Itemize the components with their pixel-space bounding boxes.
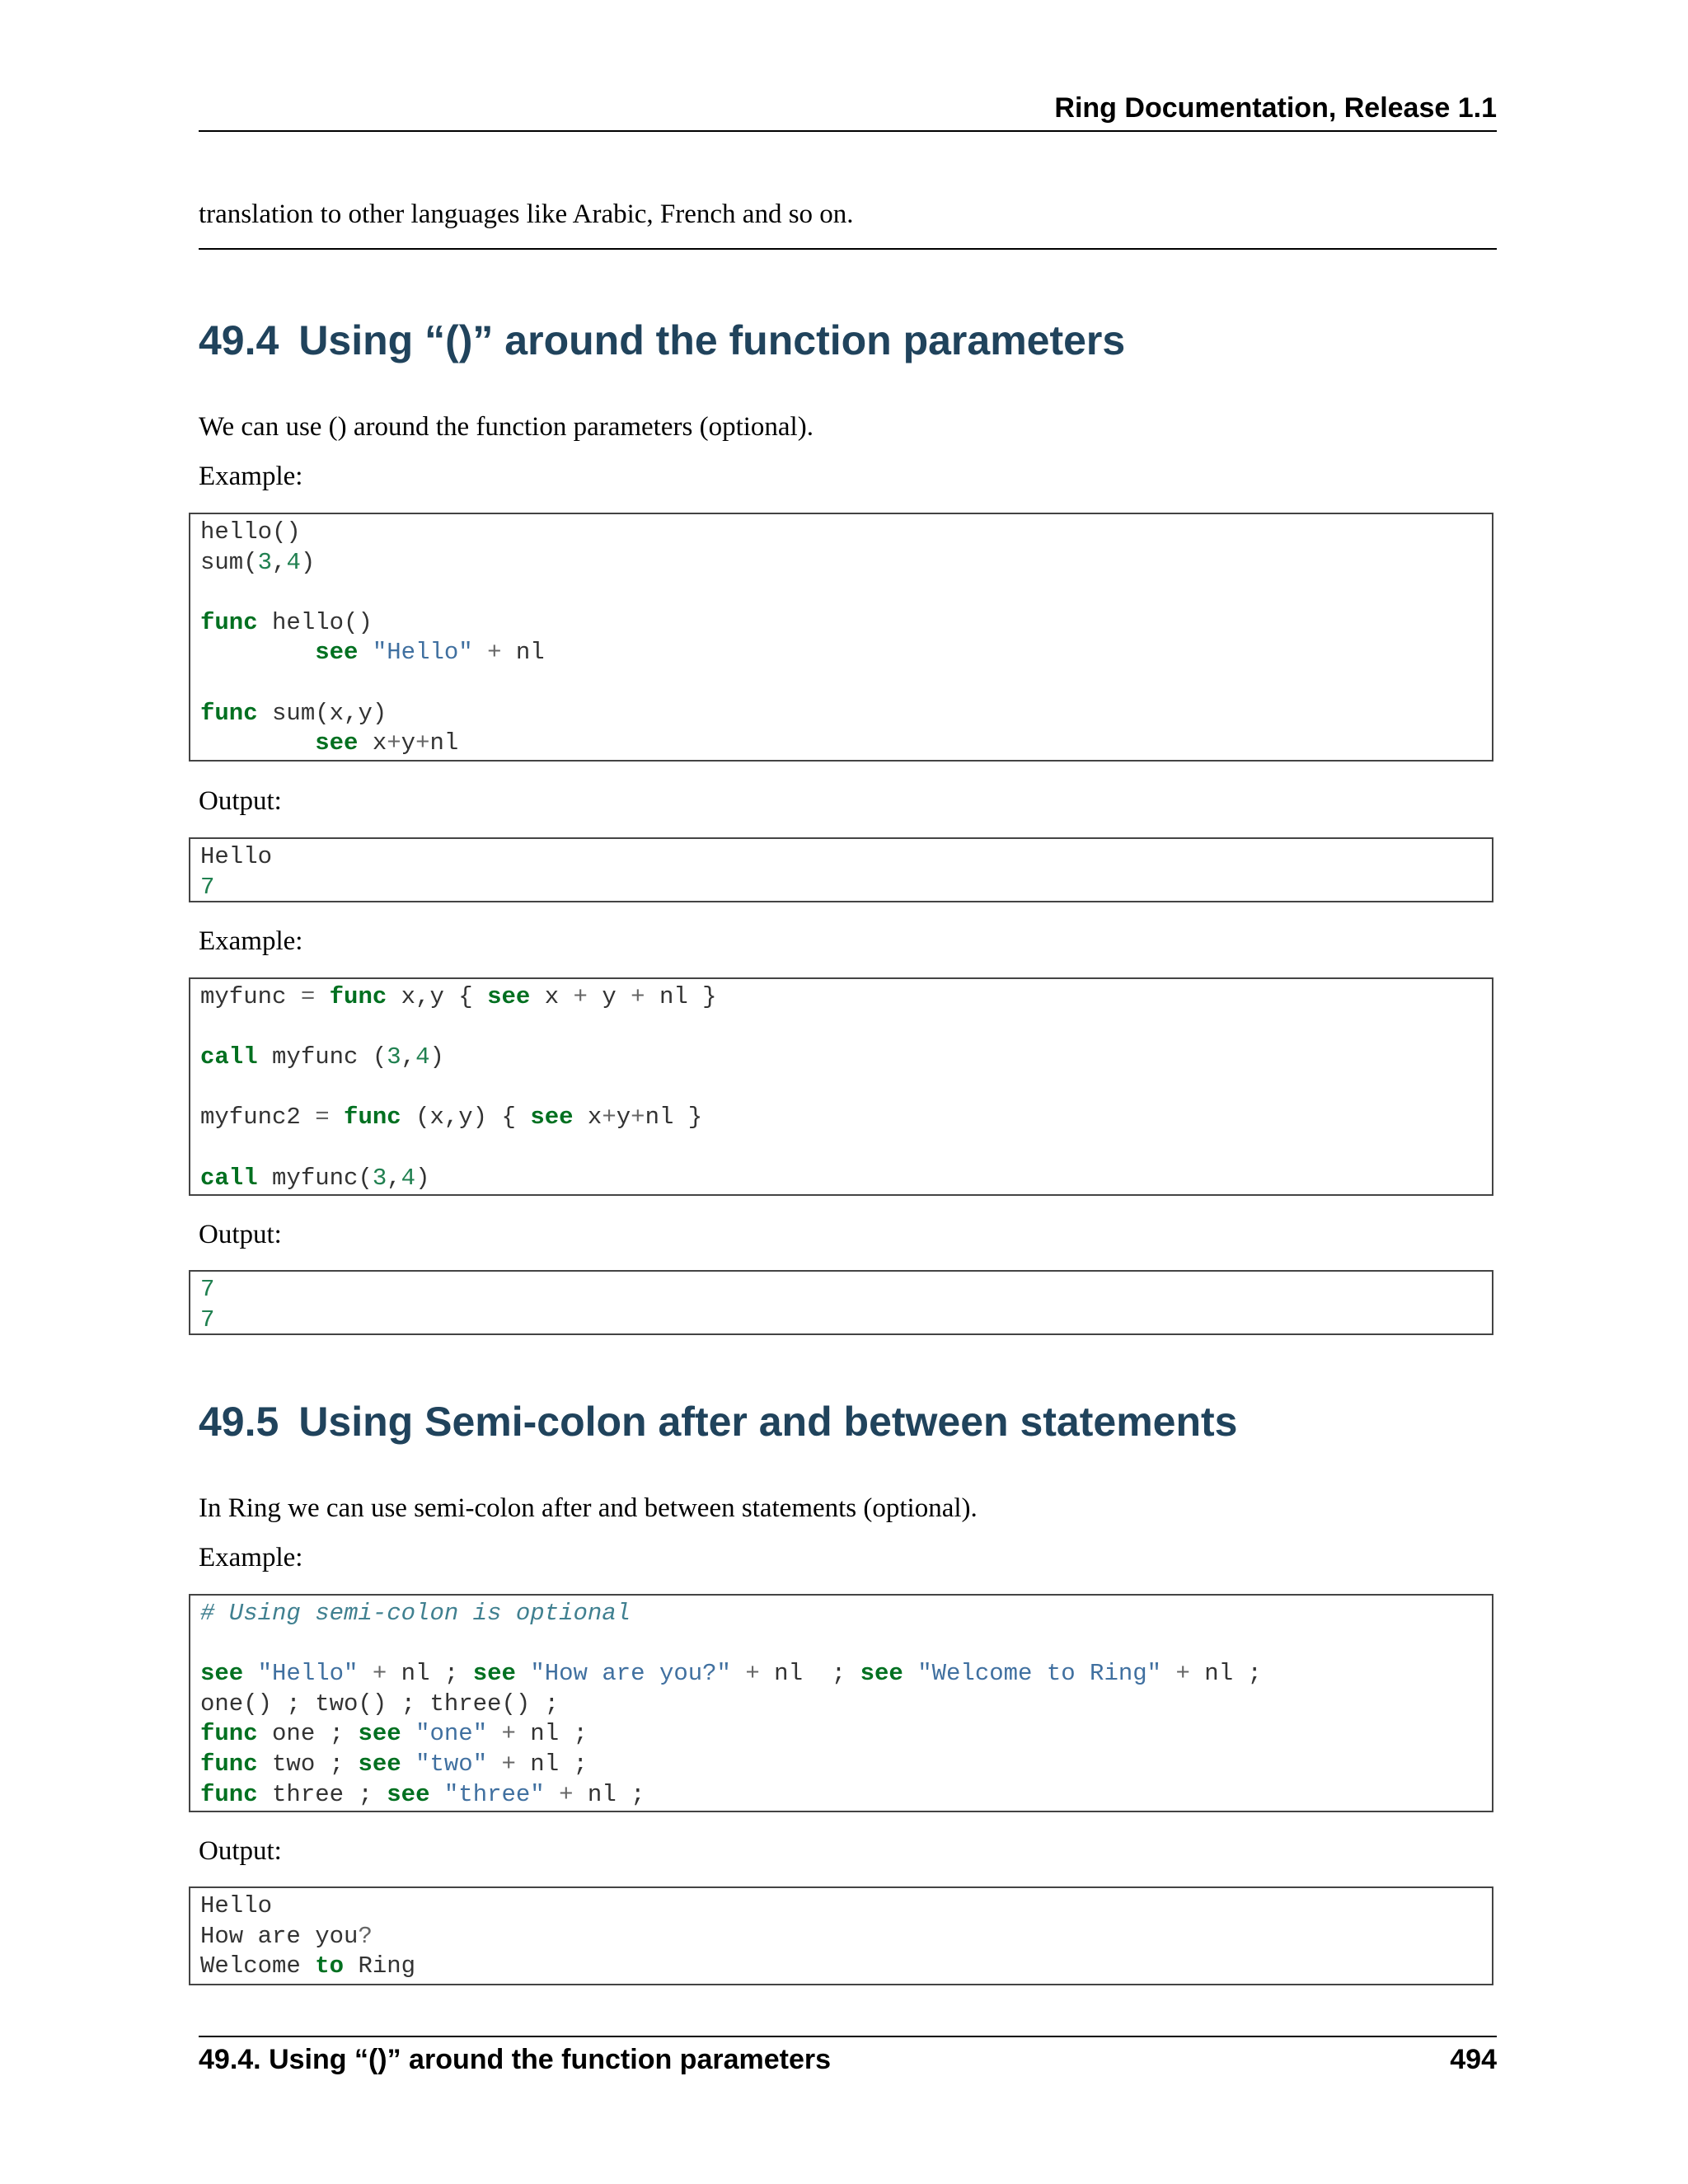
code-keyword: see — [487, 983, 531, 1010]
code-text: nl ; — [1189, 1660, 1262, 1688]
code-text — [358, 639, 372, 666]
code-line — [200, 1103, 1492, 1133]
code-keyword: see — [200, 1660, 244, 1688]
code-line — [200, 548, 1492, 579]
code-keyword: func — [200, 608, 258, 636]
code-text — [330, 1104, 344, 1131]
code-text: ) — [300, 548, 316, 576]
code-text — [401, 1720, 415, 1747]
code-text: Ring — [344, 1952, 416, 1980]
transition-rule — [199, 248, 1497, 250]
code-operator: + — [501, 1720, 516, 1748]
code-text — [903, 1660, 917, 1687]
code-line — [200, 1952, 1492, 1982]
code-string: "one" — [415, 1720, 488, 1748]
code-text — [200, 639, 315, 666]
section-title: Using “()” around the function parameters — [298, 317, 1126, 363]
example-label: Example: — [199, 926, 303, 956]
code-keyword: see — [472, 1660, 516, 1688]
code-line — [200, 1891, 1492, 1922]
code-text: Hello — [200, 843, 273, 870]
code-operator: ? — [358, 1922, 373, 1950]
code-number: 3 — [257, 548, 273, 576]
code-text: nl — [429, 729, 459, 757]
section-49-5-heading — [199, 1398, 1237, 1446]
code-keyword: see — [358, 1720, 401, 1748]
code-text — [243, 1660, 257, 1687]
code-text: one() ; two() ; three() ; — [200, 1690, 560, 1718]
code-line — [200, 638, 1492, 668]
code-operator: = — [300, 983, 316, 1010]
code-text: Welcome — [200, 1952, 316, 1980]
code-line — [200, 1599, 1492, 1629]
output-label: Output: — [199, 1836, 282, 1866]
code-text: hello() — [257, 608, 373, 636]
code-block-output-2 — [189, 1270, 1493, 1335]
page-header — [199, 92, 1497, 132]
code-keyword: func — [200, 1780, 258, 1808]
code-operator: + — [559, 1780, 574, 1808]
code-text: (x,y) { — [401, 1104, 531, 1132]
code-keyword: see — [358, 1750, 401, 1778]
intro-text: translation to other languages like Arabic, French and so on. — [199, 199, 854, 229]
code-keyword: to — [315, 1952, 345, 1980]
code-text — [315, 983, 329, 1010]
code-text: sum( — [200, 548, 258, 576]
code-number: 3 — [387, 1043, 401, 1071]
code-text: , — [401, 1043, 416, 1071]
code-operator: + — [631, 983, 645, 1010]
code-string: "Hello" — [372, 639, 473, 667]
code-text: ) — [429, 1043, 444, 1071]
code-text: nl — [501, 639, 545, 667]
example-label: Example: — [199, 462, 303, 491]
code-text: sum(x,y) — [257, 699, 387, 727]
code-string: "two" — [415, 1750, 488, 1778]
code-text: nl ; — [515, 1720, 588, 1748]
code-number: 7 — [200, 1305, 215, 1333]
code-number: 7 — [200, 873, 215, 901]
code-operator: + — [1175, 1660, 1190, 1688]
code-line — [200, 1275, 1492, 1305]
code-block-example-1 — [189, 513, 1493, 762]
code-keyword: see — [315, 639, 359, 667]
code-comment: # Using semi-colon is optional — [200, 1600, 631, 1627]
code-operator: + — [631, 1104, 645, 1132]
code-text: nl ; — [515, 1750, 588, 1778]
code-operator: + — [387, 729, 401, 757]
code-line — [200, 578, 1492, 608]
code-line — [200, 1750, 1492, 1780]
code-line — [200, 1013, 1492, 1043]
code-keyword: func — [200, 1750, 258, 1778]
code-keyword: func — [344, 1104, 401, 1132]
section-49-4-description: We can use () around the function parameters (optional). — [199, 412, 814, 442]
code-keyword: see — [530, 1104, 574, 1132]
code-keyword: func — [200, 699, 258, 727]
code-keyword: see — [860, 1660, 903, 1688]
code-text: myfunc( — [257, 1164, 373, 1192]
code-line — [200, 699, 1492, 729]
code-line — [200, 842, 1492, 873]
code-text: nl ; — [387, 1660, 473, 1688]
code-text — [731, 1660, 745, 1687]
code-operator: + — [745, 1660, 760, 1688]
code-keyword: call — [200, 1043, 258, 1071]
code-text: y — [616, 1104, 631, 1132]
code-text — [358, 1660, 372, 1687]
code-text — [516, 1660, 530, 1687]
section-49-5-description: In Ring we can use semi-colon after and between statements (optional). — [199, 1493, 978, 1523]
code-number: 4 — [401, 1164, 416, 1192]
section-title: Using Semi-colon after and between statements — [298, 1399, 1238, 1445]
footer-page-number: 494 — [1450, 2044, 1497, 2075]
code-string: "Hello" — [257, 1660, 359, 1688]
code-line — [200, 873, 1492, 902]
code-number: 4 — [415, 1043, 430, 1071]
code-text: nl } — [645, 983, 717, 1010]
output-label: Output: — [199, 1220, 282, 1249]
footer-rule — [199, 2036, 1497, 2037]
code-text: myfunc2 — [200, 1104, 316, 1132]
code-keyword: func — [200, 1720, 258, 1748]
code-block-output-1 — [189, 837, 1493, 902]
code-text: myfunc ( — [257, 1043, 387, 1071]
code-keyword: call — [200, 1164, 258, 1192]
section-number: 49.4 — [199, 317, 279, 363]
code-text — [1161, 1660, 1175, 1687]
code-text: three ; — [257, 1780, 387, 1808]
code-operator: + — [415, 729, 430, 757]
code-line — [200, 1922, 1492, 1952]
section-49-4-heading — [199, 316, 1125, 364]
code-text — [545, 1781, 559, 1808]
code-string: "three" — [443, 1780, 545, 1808]
code-number: 4 — [286, 548, 301, 576]
code-line — [200, 1780, 1492, 1811]
code-line — [200, 1690, 1492, 1720]
code-line — [200, 1629, 1492, 1660]
code-line — [200, 982, 1492, 1013]
code-line — [200, 668, 1492, 699]
code-text: Hello — [200, 1892, 273, 1919]
code-block-example-2 — [189, 977, 1493, 1196]
code-operator: + — [573, 983, 588, 1010]
code-number: 3 — [372, 1164, 387, 1192]
code-text — [487, 1720, 501, 1747]
code-line — [200, 608, 1492, 639]
code-string: "How are you?" — [530, 1660, 731, 1688]
code-text — [200, 729, 315, 757]
code-line — [200, 1164, 1492, 1194]
code-text: nl ; — [759, 1660, 860, 1688]
code-operator: + — [501, 1750, 516, 1778]
code-text: nl ; — [573, 1780, 645, 1808]
code-text: hello() — [200, 518, 301, 546]
code-operator: + — [372, 1660, 387, 1688]
code-text: x,y { — [387, 983, 488, 1010]
code-text: x — [358, 729, 387, 757]
code-keyword: see — [387, 1780, 430, 1808]
code-text: , — [272, 548, 287, 576]
code-text: y — [587, 983, 631, 1010]
code-line — [200, 1043, 1492, 1073]
code-text: one ; — [257, 1720, 359, 1748]
section-number: 49.5 — [199, 1399, 279, 1445]
header-title: Ring Documentation, Release 1.1 — [1054, 92, 1497, 124]
code-line — [200, 1133, 1492, 1164]
code-block-example-3 — [189, 1594, 1493, 1812]
code-text: ) — [415, 1164, 430, 1192]
code-text: , — [387, 1164, 401, 1192]
code-line — [200, 729, 1492, 759]
code-text: two ; — [257, 1750, 359, 1778]
code-line — [200, 518, 1492, 548]
code-text: y — [401, 729, 416, 757]
code-text — [401, 1750, 415, 1778]
code-keyword: see — [315, 729, 359, 757]
code-line — [200, 1305, 1492, 1335]
example-label: Example: — [199, 1543, 303, 1572]
code-number: 7 — [200, 1276, 215, 1303]
code-text: myfunc — [200, 983, 301, 1010]
code-text: x — [530, 983, 574, 1010]
code-text — [473, 639, 487, 666]
code-text: How are you — [200, 1922, 359, 1950]
code-text: x — [573, 1104, 603, 1132]
code-text: nl } — [645, 1104, 703, 1132]
footer-section-title: 49.4. Using “()” around the function parameters — [199, 2044, 832, 2075]
code-text — [429, 1781, 443, 1808]
code-line — [200, 1659, 1492, 1690]
code-text — [487, 1750, 501, 1778]
code-operator: + — [602, 1104, 617, 1132]
code-block-output-3 — [189, 1886, 1493, 1985]
code-line — [200, 1073, 1492, 1104]
code-string: "Welcome to Ring" — [917, 1660, 1162, 1688]
output-label: Output: — [199, 786, 282, 816]
code-keyword: func — [329, 983, 387, 1010]
code-operator: = — [315, 1104, 330, 1132]
code-operator: + — [487, 639, 502, 667]
code-line — [200, 1719, 1492, 1750]
